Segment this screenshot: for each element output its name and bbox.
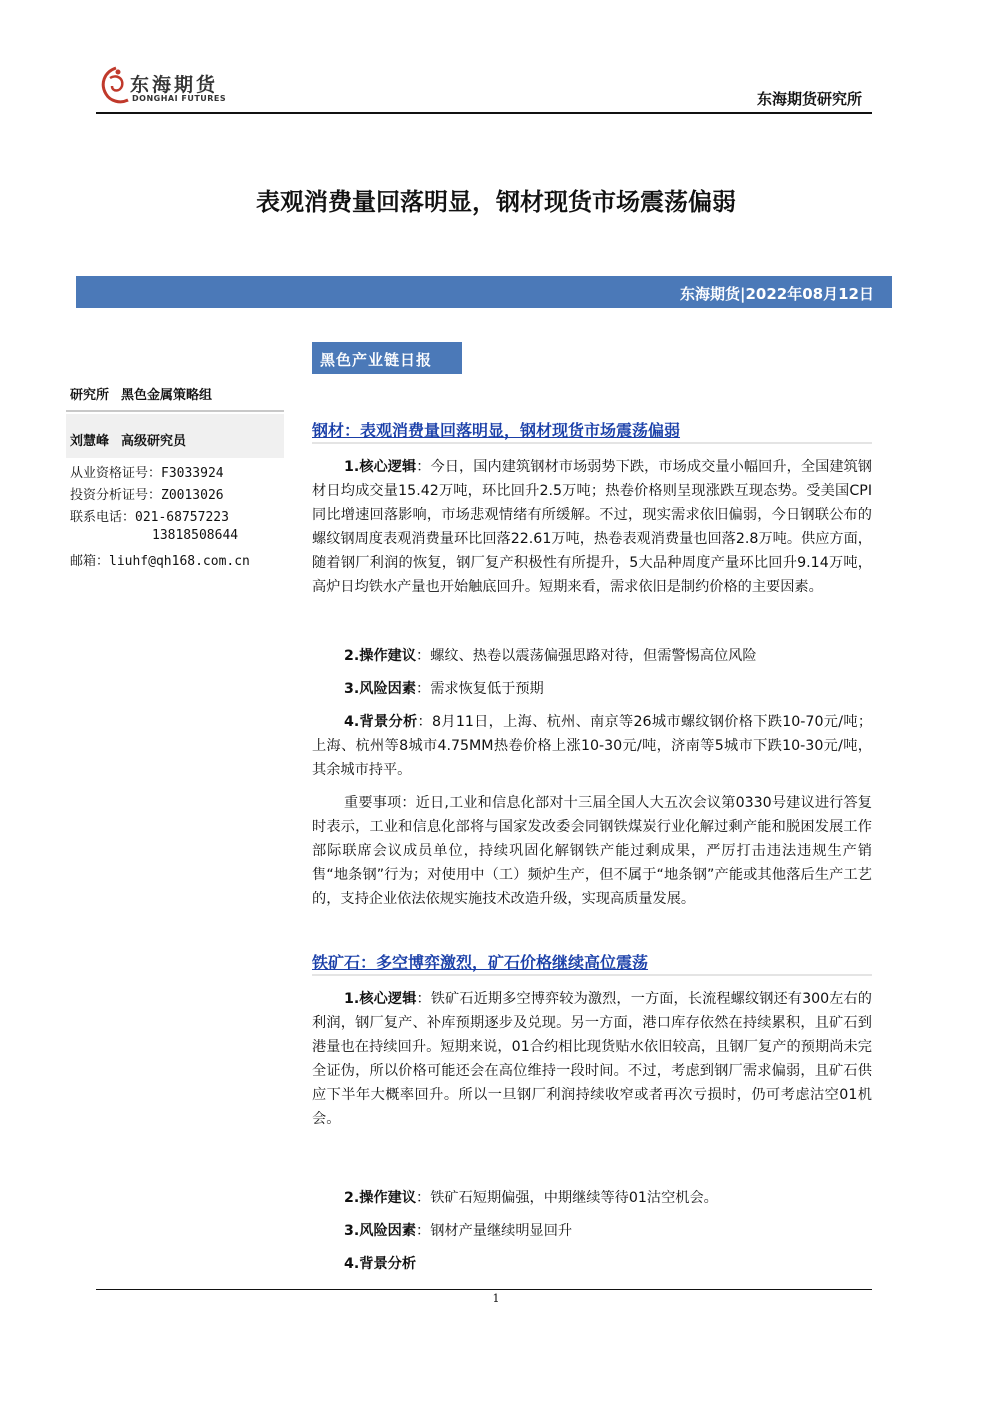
steel-important-news: 重要事项：近日,工业和信息化部对十三届全国人大五次会议第0330号建议进行答复时表示，工业和信息化部将与国家发改委会同钢铁煤炭行业化解过剩产能和脱困发展工作部际联席会议成员单位，持续巩固化解钢铁产能过剩成果，严厉打击违法违规生产销售“地条钢”行为；对使用中（工）频炉生产，但不属于“地条钢”产能或其他落后生产工艺的，支持企业依法依规实施技术改造升级，实现高质量发展。 [312,795,872,907]
report-category-label: 黑色产业链日报 [320,351,433,369]
page-number: 1 [492,1292,500,1305]
iron-background: 4.背景分析 [344,1256,417,1272]
iron-core-logic: 1.核心逻辑：铁矿石近期多空博弈较为激烈，一方面，长流程螺纹钢还有300左右的利润，钢厂复产、补库预期逐步及兑现。另一方面，港口库存依然在持续累积，且矿石到港量也在持续回升。短期来说，01合约相比现货贴水依旧较高，且钢厂复产的预期尚未完全证伪，所以价格可能还会在高位维持一段时间。不过，考虑到钢厂需求偏弱，且矿石供应下半年大概率回升。所以一旦钢厂利润持续收窄或者再次亏损时，仍可考虑沽空01机会。 [312,991,872,1127]
contact-phone: 联系电话：021-68757223 [70,510,229,525]
steel-suggestion: 2.操作建议：螺纹、热卷以震荡偏强思路对待，但需警惕高位风险 [344,648,757,664]
header-divider [96,112,872,114]
date-banner [76,276,892,308]
iron-section-rule [312,974,872,976]
analyst-name: 刘慧峰 [70,434,110,449]
iron-section-title[interactable]: 铁矿石：多空博弈激烈，矿石价格继续高位震荡 [312,953,649,972]
logo-chinese-text: 东海期货 [130,74,219,96]
steel-core-logic: 1.核心逻辑：今日，国内建筑钢材市场弱势下跌，市场成交量小幅回升，全国建筑钢材日均成交量15.42万吨，环比回升2.5万吨；热卷价格则呈现涨跌互现态势。受美国CPI同比增速回落影响，市场悲观情绪有所缓解。不过，现实需求依旧偏弱，今日钢联公布的螺纹钢周度表观消费量环比回落22.61万吨，热卷表观消费量也回落2.8万吨。供应方面，随着钢厂利润的恢复，钢厂复产积极性有所提升，5大品种周度产量环比回升9.14万吨，高炉日均铁水产量也开始触底回升。短期来看，需求依旧是制约价格的主要因素。 [312,459,872,595]
date-banner-text: 东海期货|2022年08月12日 [680,285,874,303]
logo-english-text: DONGHAI FUTURES [132,94,227,103]
iron-risk: 3.风险因素：钢材产量继续明显回升 [344,1223,573,1239]
steel-section-title[interactable]: 钢材：表观消费量回落明显，钢材现货市场震荡偏弱 [312,421,681,440]
company-logo [96,64,236,110]
iron-suggestion: 2.操作建议：铁矿石短期偏强，中期继续等待01沽空机会。 [344,1190,718,1206]
footer-divider [96,1289,872,1290]
steel-risk: 3.风险因素：需求恢复低于预期 [344,681,544,697]
research-group [70,384,224,403]
institute-name: 东海期货研究所 [756,90,862,108]
report-title: 表观消费量回落明显，钢材现货市场震荡偏弱 [256,188,736,216]
contact-email: 邮箱：liuhf@qh168.com.cn [70,554,250,569]
qualification-cert: 从业资格证号：F3033924 [70,466,224,481]
research-group-name: 黑色金属策略组 [121,388,213,403]
steel-background: 4.背景分析：8月11日，上海、杭州、南京等26城市螺纹钢价格下跌10-70元/吨；上海、杭州等8城市4.75MM热卷价格上涨10-30元/吨，济南等5城市下跌10-30元/吨，其余城市持平。 [312,714,873,778]
steel-section-rule [312,442,872,444]
analyst-box [66,414,284,458]
sidebar-divider [66,410,284,412]
contact-phone-2: 13818508644 [152,528,239,543]
analyst-role: 高级研究员 [121,434,187,449]
report-category-tag [312,342,462,374]
research-dept: 研究所 [70,388,110,403]
analysis-cert: 投资分析证号：Z0013026 [70,488,224,503]
